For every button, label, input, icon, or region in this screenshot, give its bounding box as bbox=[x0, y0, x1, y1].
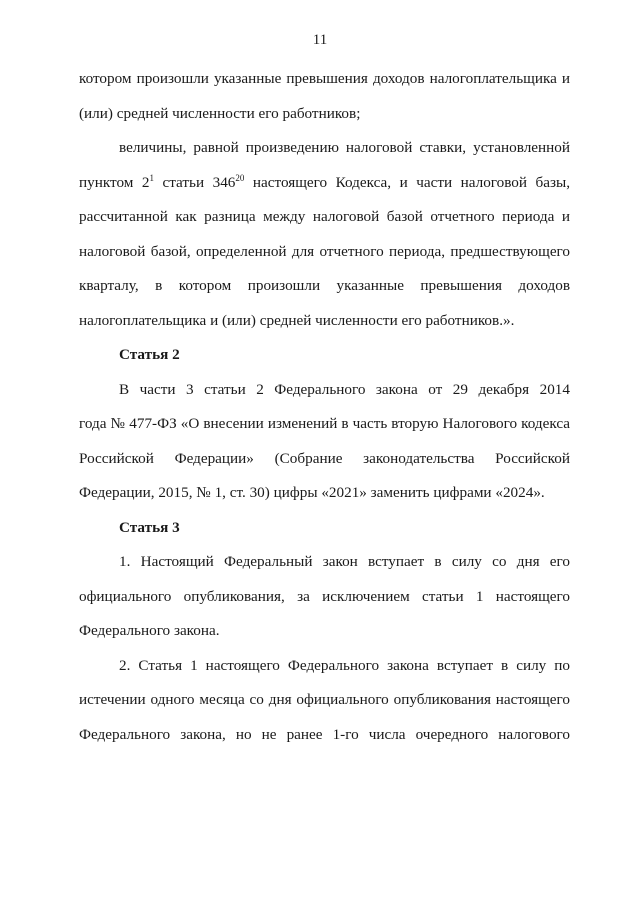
text-line: истечении одного месяца со дня официального опубликования настоящего bbox=[79, 691, 570, 708]
text-line: 1. Настоящий Федеральный закон вступает в силу со дня его bbox=[119, 553, 570, 570]
text-line: налогоплательщика и (или) средней численности его работников.». bbox=[79, 311, 515, 329]
text-line: котором произошли указанные превышения доходов налогоплательщика и bbox=[79, 70, 570, 87]
document-body bbox=[79, 62, 570, 752]
superscript: 20 bbox=[235, 172, 245, 183]
article-heading: Статья 2 bbox=[119, 346, 180, 363]
text-fragment: пунктом 2 bbox=[79, 173, 150, 191]
text-line: кварталу, в котором произошли указанные превышения доходов bbox=[79, 277, 570, 294]
text-line: года № 477-ФЗ «О внесении изменений в часть вторую Налогового кодекса bbox=[79, 415, 570, 432]
text-line: рассчитанной как разница между налоговой базой отчетного периода и bbox=[79, 208, 570, 225]
text-line: налоговой базой, определенной для отчетного периода, предшествующего bbox=[79, 242, 570, 260]
text-line: (или) средней численности его работников; bbox=[79, 104, 361, 122]
article-heading: Статья 3 bbox=[119, 518, 180, 536]
text-fragment: статьи 346 bbox=[153, 173, 236, 191]
text-line: величины, равной произведению налоговой ставки, установленной bbox=[119, 139, 570, 156]
superscript: 1 bbox=[149, 172, 154, 183]
text-line: 2. Статья 1 настоящего Федерального закона вступает в силу по bbox=[119, 656, 570, 674]
text-line: Федерального закона, но не ранее 1-го числа очередного налогового bbox=[79, 725, 570, 743]
text-line: официального опубликования, за исключением статьи 1 настоящего bbox=[79, 587, 570, 605]
text-line: Федерации, 2015, № 1, ст. 30) цифры «2021» заменить цифрами «2024». bbox=[79, 484, 545, 501]
text-line: Федерального закона. bbox=[79, 622, 220, 639]
text-line-with-superscripts bbox=[79, 166, 570, 201]
text-line: В части 3 статьи 2 Федерального закона от 29 декабря 2014 bbox=[119, 380, 570, 398]
page-number: 11 bbox=[312, 32, 328, 48]
text-line: Российской Федерации» (Собрание законодательства Российской bbox=[79, 449, 570, 467]
text-fragment: настоящего Кодекса, и части налоговой базы, bbox=[244, 173, 570, 191]
